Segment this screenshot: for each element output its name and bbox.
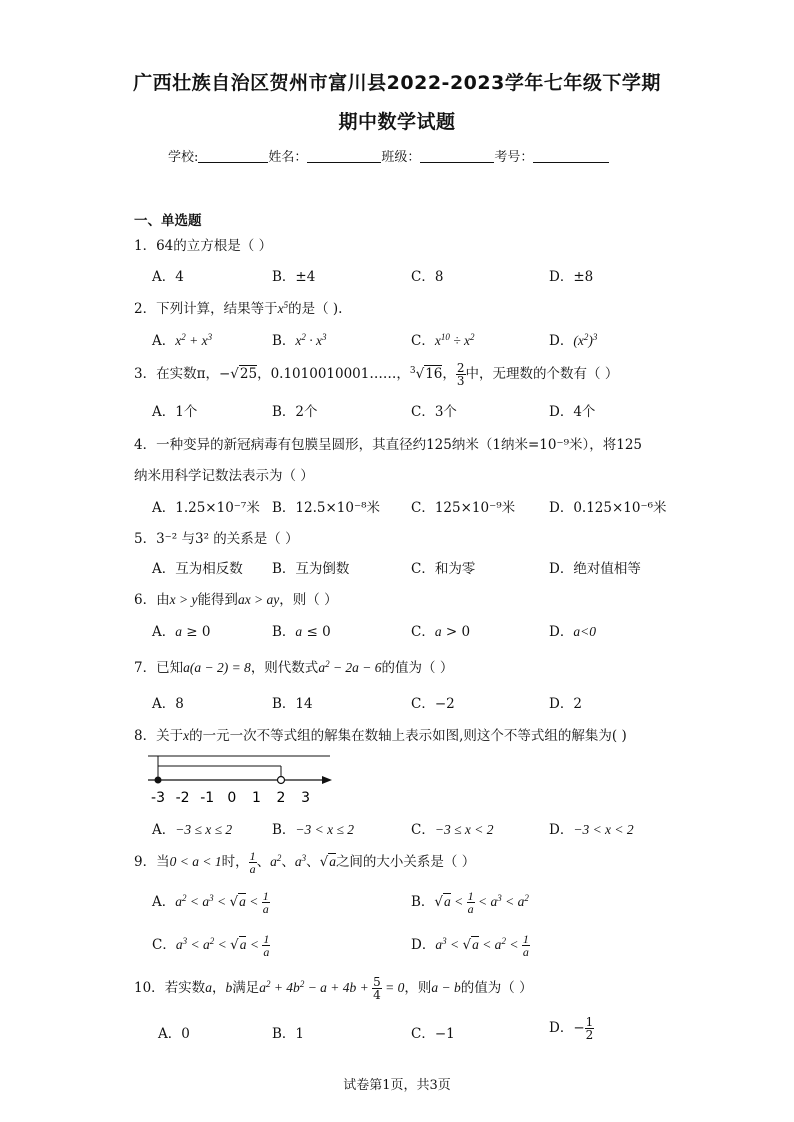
q3-option-c[interactable]: C．3个 [411, 404, 457, 420]
question-5 [134, 527, 299, 547]
q2-option-c[interactable]: C．$x^{10} \div x^2$ [411, 332, 475, 349]
q6-option-a[interactable]: A．a ≥ 0 [152, 624, 211, 640]
q3-option-d[interactable]: D．4个 [549, 404, 596, 420]
question-number: 4． [134, 437, 157, 453]
question-stem: 3⁻² 与3² 的关系是（ ） [156, 531, 299, 547]
math-list-a2-a3-sqrta: 、$a^2$、$a^3$、√a [256, 853, 336, 870]
number-line-tick-label: -2 [175, 790, 190, 806]
q6-option-d[interactable]: D．a<0 [549, 624, 596, 640]
question-stem-post: ，则（ ） [279, 592, 338, 608]
q8-option-a[interactable]: A．−3 ≤ x ≤ 2 [152, 822, 233, 838]
question-stem-c: ， [442, 366, 456, 382]
question-stem-line1: 一种变异的新冠病毒有包膜呈圆形，其直径约125纳米（1纳米=10⁻⁹米），将125 [156, 437, 642, 453]
question-number: 7． [134, 660, 157, 676]
question-number: 5． [134, 531, 157, 547]
question-stem-end: 的值为（ ） [460, 980, 533, 996]
math-frac-1-a: $\frac{1}{a}$ [249, 849, 256, 876]
q2-option-a[interactable]: A．$x^2 + x^3$ [152, 332, 213, 349]
q9-option-c[interactable]: C．$a^3 < a^2 < √a$ < $\frac{1}{a}$ [152, 932, 270, 959]
q10-option-a[interactable]: A．0 [158, 1026, 190, 1042]
q10-option-d[interactable]: D．− $\frac{1}{2}$ [549, 1015, 594, 1042]
math-x: x [183, 728, 190, 743]
q1-option-a[interactable]: A．4 [152, 269, 184, 285]
q8-option-c[interactable]: C．−3 ≤ x < 2 [411, 822, 494, 838]
q8-option-b[interactable]: B．−3 < x ≤ 2 [272, 822, 355, 838]
q1-option-d[interactable]: D．±8 [549, 269, 594, 285]
q7-option-d[interactable]: D．2 [549, 696, 582, 712]
q4-option-d[interactable]: D．0.125×10⁻⁶米 [549, 500, 667, 516]
q6-option-c[interactable]: C．a > 0 [411, 624, 471, 640]
q10-option-c[interactable]: C．−1 [411, 1026, 455, 1042]
school-blank[interactable] [198, 148, 268, 163]
number-line-tick-label: 1 [251, 790, 261, 806]
exam-title-line2: 期中数学试题 [338, 111, 456, 133]
question-3 [134, 362, 618, 387]
number-line-tick-label: -3 [151, 790, 165, 806]
question-stem: 64的立方根是（ ） [156, 238, 273, 254]
number-line-svg [148, 748, 338, 810]
question-4 [134, 433, 642, 453]
q7-option-a[interactable]: A．8 [152, 696, 184, 712]
question-stem-a: 在实数π， [156, 366, 219, 382]
question-number: 1． [134, 238, 157, 254]
student-info-row [168, 146, 609, 165]
number-line-tick-label: 2 [276, 790, 286, 806]
math-x5: $x^5$ [277, 300, 289, 316]
question-8 [134, 724, 627, 744]
math-equation: $a^2 + 4b^2 - a + 4b$ + [259, 979, 373, 995]
question-stem-post: 之间的大小关系是（ ） [335, 854, 476, 870]
math-a-a-minus-2-eq-8: a(a − 2) = 8 [183, 660, 251, 675]
exam-title-line1: 广西壮族自治区贺州市富川县2022-2023学年七年级下学期 [133, 72, 661, 94]
question-stem-d: 中，无理数的个数有（ ） [465, 366, 619, 382]
question-stem-pre: 已知 [156, 660, 184, 676]
question-stem-post: 的是（ ). [288, 301, 343, 317]
math-a2-2a-6: $a^2 - 2a - 6$ [318, 659, 382, 675]
question-number: 8． [134, 728, 157, 744]
question-number: 10． [134, 980, 165, 996]
q9-option-a[interactable]: A．$a^2 < a^3 < √a$ < $\frac{1}{a}$ [152, 889, 269, 916]
q9-option-b[interactable]: B．√a < $\frac{1}{a}$ < $a^3 < a^2$ [411, 889, 529, 916]
q10-option-b[interactable]: B．1 [272, 1026, 305, 1042]
question-number: 2． [134, 301, 157, 317]
math-ax-gt-ay: ax > ay [237, 592, 280, 607]
q3-option-b[interactable]: B．2个 [272, 404, 318, 420]
question-4-line2: 纳米用科学记数法表示为（ ） [134, 468, 314, 484]
question-1 [134, 234, 272, 254]
class-blank[interactable] [420, 148, 494, 163]
question-stem-mid: 能得到 [197, 592, 238, 608]
question-stem-b: ，0.1010010001……， [257, 366, 410, 382]
q5-option-a[interactable]: A．互为相反数 [152, 561, 243, 577]
section-title: 一、单选题 [134, 213, 202, 229]
q6-option-b[interactable]: B．a ≤ 0 [272, 624, 331, 640]
question-stem-pre: 若实数 [164, 980, 206, 996]
question-number: 3． [134, 366, 157, 382]
question-number: 9． [134, 854, 157, 870]
question-stem-post: ，则 [404, 980, 432, 996]
number-line-tick-label: 3 [301, 790, 311, 806]
math-0-lt-a-lt-1: 0 < a < 1 [169, 854, 222, 869]
question-stem-mid: 满足 [232, 980, 260, 996]
page-footer: 试卷第1页，共3页 [343, 1078, 451, 1093]
math-a-b: a [205, 980, 212, 995]
q8-option-d[interactable]: D．−3 < x < 2 [549, 822, 634, 838]
name-label: 姓名： [268, 150, 308, 165]
question-stem-pre: 由 [156, 592, 170, 608]
question-6 [134, 588, 338, 608]
q7-option-c[interactable]: C．−2 [411, 696, 455, 712]
question-stem-post: 的一元一次不等式组的解集在数轴上表示如图,则这个不等式组的解集为( ) [189, 728, 627, 744]
class-label: 班级： [381, 150, 421, 165]
name-blank[interactable] [307, 148, 381, 163]
q9-option-d[interactable]: D．$a^3 < √a < a^2$ < $\frac{1}{a}$ [411, 932, 529, 959]
q2-option-b[interactable]: B．$x^2 \cdot x^3$ [272, 332, 327, 349]
q7-option-b[interactable]: B．14 [272, 696, 313, 712]
q3-option-a[interactable]: A．1个 [152, 404, 198, 420]
id-blank[interactable] [533, 148, 609, 163]
question-stem-pre: 关于 [156, 728, 184, 744]
math-x-gt-y: x > y [169, 592, 198, 607]
question-stem-post: 的值为（ ） [381, 660, 454, 676]
question-stem-mid: 时， [221, 854, 249, 870]
question-2 [134, 297, 342, 317]
q5-option-b[interactable]: B．互为倒数 [272, 561, 350, 577]
number-line-tick-label: 0 [227, 790, 237, 806]
math-a-minus-b: a − b [431, 980, 461, 995]
math-cbrt16: $^3$√16 [409, 366, 443, 382]
math-frac-5-4: $\frac{5}{4}$ [373, 975, 381, 1002]
question-10: 10．若实数a，b满足$a^2 + 4b^2 - a + 4b$ + $\frac{5}{4}$ = 0，则a − b的值为（ ） [134, 975, 533, 1002]
q1-option-c[interactable]: C．8 [411, 269, 444, 285]
question-7 [134, 656, 453, 676]
q2-option-d[interactable]: D．$(x^2)^3$ [549, 332, 598, 349]
math-frac-2-3: $\frac{2}{3}$ [456, 361, 465, 388]
school-label: 学校: [168, 150, 199, 165]
q1-option-b[interactable]: B．±4 [272, 269, 316, 285]
q4-option-c[interactable]: C．125×10⁻⁹米 [411, 500, 516, 516]
question-stem-pre: 下列计算，结果等于 [156, 301, 278, 317]
q4-option-a[interactable]: A．1.25×10⁻⁷米 [152, 500, 260, 516]
number-line-tick-label: -1 [200, 790, 215, 806]
math-neg-sqrt25: −√25 [218, 366, 258, 382]
question-number: 6． [134, 592, 157, 608]
id-label: 考号： [494, 150, 534, 165]
number-line-figure [148, 748, 338, 814]
q5-option-d[interactable]: D．绝对值相等 [549, 561, 641, 577]
question-stem-pre: 当 [156, 854, 170, 870]
question-9 [134, 850, 475, 875]
q5-option-c[interactable]: C．和为零 [411, 561, 476, 577]
question-stem-mid: ，则代数式 [250, 660, 319, 676]
q4-option-b[interactable]: B．12.5×10⁻⁸米 [272, 500, 381, 516]
